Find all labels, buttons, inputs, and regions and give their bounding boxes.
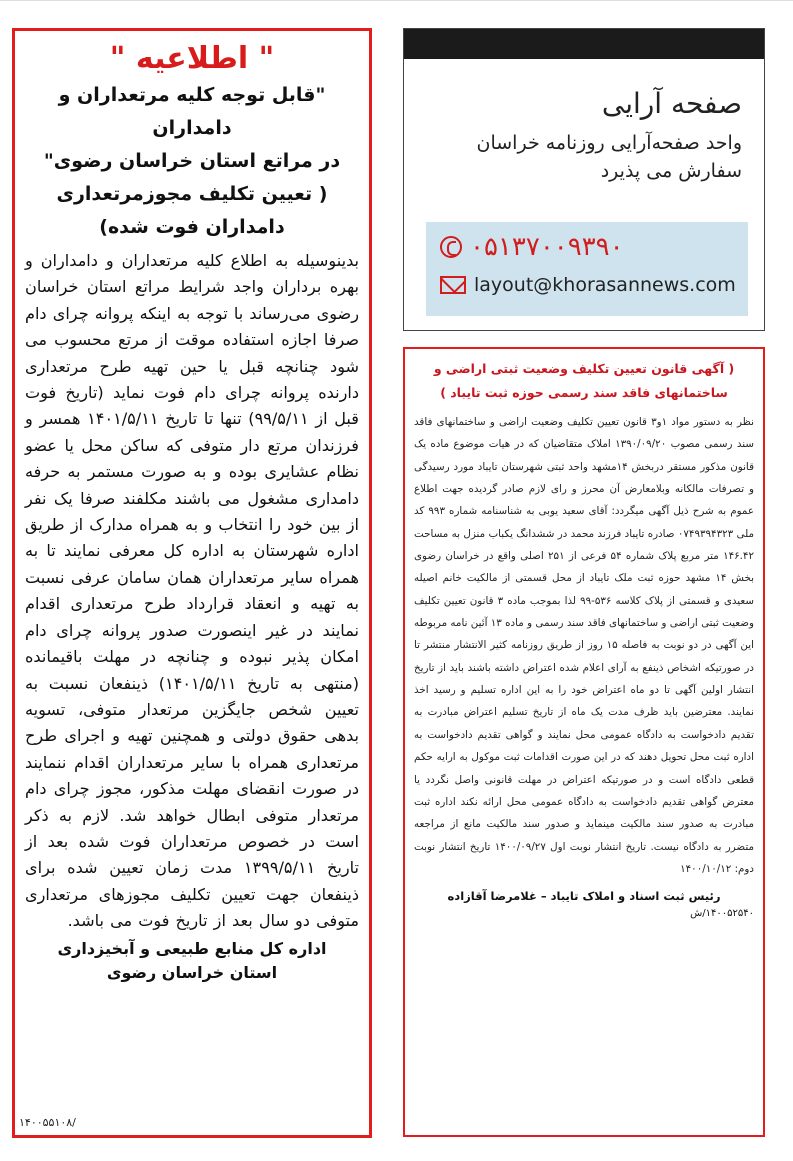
announcement-signature xyxy=(25,937,359,985)
notice-body: نظر به دستور مواد ۱و۳ قانون تعیین تکلیف وضعیت اراضی و ساختمانهای فاقد سند رسمی مصوب ۱۳۹۰/۰۹/۲۰ املاک متقاضیان که در هیات موضوع ماده یک قانون مذکور مستقر دربخش ۱۴مشهد واحد ثبتی شهرستان تایباد مورد رسیدگی و تصرفات مالکانه وبلامعارض آن محرز و رای لازم صادر گردیده جهت اطلاع عموم به شرح ذیل آگهی میگردد: آقای سعید یوبی به شناسنامه شماره ۹۹۳ کد ملی ۰۷۴۹۳۹۴۳۲۳ صادره تایباد فرزند محمد در ششدانگ یکباب منزل به مساحت ۱۴۶.۴۲ متر مربع پلاک شماره ۵۴ فرعی از ۲۵۱ اصلی واقع در خراسان رضوی بخش ۱۴ مشهد حوزه ثبت ملک تایباد از محل قسمتی از مالکیت خانم اصیله سعیدی و قسمتی از پلاک کلاسه ۵۳۶-۹۹ لذا بموجب ماده ۳ قانون تعیین تکلیف وضعیت ثبتی اراضی و ساختمانهای فاقد سند رسمی و ماده ۱۳ آئین نامه مربوطه این آگهی در دو نوبت به فاصله ۱۵ روز از طریق روزنامه کثیر الانتشار منتشر تا در صورتیکه اشخاص ذینفع به آرای اعلام شده اعتراض داشته باشند باید از تاریخ انتشار اولین آگهی تا دو ماه اعتراض خود را به این اداره تسلیم و رسید اخذ نمایند. معترضین باید ظرف مدت یک ماه از تاریخ تسلیم اعتراض مبادرت به تقدیم دادخواست به دادگاه عمومی محل نمایند و گواهی تقدیم دادخواست به اداره ثبت محل تحویل دهند که در این صورت اقدامات ثبت موکول به ارایه حکم قطعی دادگاه است و در صورتیکه اعتراض در مهلت قانونی واصل نگردد یا معترض گواهی تقدیم دادخواست به دادگاه عمومی محل ارائه نکند اداره ثبت مبادرت به صدور سند مالکیت مینماید و صدور سند مالکیت مانع از مراجعه متضرر به دادگاه نیست. تاریخ انتشار نوبت اول ۱۴۰۰/۰۹/۲۷ تاریخ انتشار نوبت دوم: ۱۴۰۰/۱۰/۱۲ xyxy=(414,416,755,875)
announcement-code: ۱۴۰۰۵۵۱۰۸/ xyxy=(19,1116,76,1129)
service-description xyxy=(404,121,764,185)
announcement-headline xyxy=(25,79,359,244)
top-rule xyxy=(0,0,793,1)
email-address[interactable]: layout@khorasannews.com xyxy=(474,274,736,296)
notice-headline xyxy=(414,357,754,405)
phone-row xyxy=(440,232,624,262)
land-registration-notice xyxy=(403,347,765,1137)
mail-icon xyxy=(440,276,466,294)
email-row xyxy=(440,274,736,296)
announcement-body: بدینوسیله به اطلاع کلیه مرتعداران و دامداران و بهره برداران واجد شرایط مراتع استان خراسان رضوی می‌رساند با توجه به اینکه پروانه چرای دام صرفا اجازه استفاده موقت از مرتع محسوب می شود چنانچه قبل یا حین تهیه طرح مرتعداری دارنده پروانه چرای دام فوت نماید (تاریخ فوت قبل از ۹۹/۵/۱۱) تنها تا تاریخ ۱۴۰۱/۵/۱۱ همسر و فرزندان مرتع دار متوفی که ساکن محل یا عضو نظام عشایری بوده و به صورت مستمر به حرفه دامداری مشغول می باشند مکلفند صرفا یک نفر از بین خود را انتخاب و به همراه مدارک از طریق اداره شهرستان به اداره کل معرفی نمایند تا به همراه سایر مرتعداران همان سامان عرفی نسبت به تهیه و انعقاد قرارداد طرح مرتعداری اقدام نمایند در غیر اینصورت صدور پروانه چرای دام امکان پذیر نبوده و چنانچه در مهلت باقیمانده (منتهی به تاریخ ۱۴۰۱/۵/۱۱) ذینفعان نسبت به تعیین شخص جایگزین مرتعدار متوفی، تسویه بدهی حقوق دولتی و همچنین تهیه و اجرای طرح مرتعداری همراه با سایر مرتعداران اقدام ننمایند در صورت انقضای مهلت مذکور، مجوز چرای دام مرتعدار متوفی ابطال خواهد شد. لازم به ذکر است در خصوص مرتعداران فوت شده بعد از تاریخ ۱۳۹۹/۵/۱۱ مدت زمان تعیین شده برای ذینفعان جهت تعیین تکلیف مجوزهای مرتعداری متوفی دو سال بعد از تاریخ فوت می باشد. xyxy=(25,251,360,931)
notice-signature: رئیس ثبت اسناد و املاک تایباد – غلامرضا آقازاده xyxy=(447,889,721,904)
headline-line: دامداران فوت شده) xyxy=(99,216,285,238)
signature-line: اداره کل منابع طبیعی و آبخیزداری xyxy=(57,938,327,958)
notice-headline-line: ساختمانهای فاقد سند رسمی حوزه ثبت تایباد ) xyxy=(440,385,728,400)
service-title: صفحه آرایی xyxy=(601,87,742,120)
service-header-bar xyxy=(404,29,764,59)
signature-line: استان خراسان رضوی xyxy=(106,962,278,982)
phone-icon xyxy=(440,236,462,258)
headline-line: در مراتع استان خراسان رضوی" xyxy=(43,150,341,172)
contact-box xyxy=(426,222,748,316)
grazing-permit-announcement xyxy=(12,28,372,1138)
layout-service-ad xyxy=(403,28,765,331)
headline-line: ( تعیین تکلیف مجوزمرتعداری xyxy=(56,183,328,205)
description-line: سفارش می پذیرد xyxy=(600,160,742,182)
notice-headline-line: ( آگهی قانون تعیین تکلیف وضعیت ثبتی اراضی و xyxy=(433,361,735,376)
notice-code: ۱۴۰۰۵۲۵۴۰/ش xyxy=(690,908,754,920)
phone-number[interactable]: ۰۵۱۳۷۰۰۹۳۹۰ xyxy=(470,232,624,262)
announcement-title: " اطلاعیه " xyxy=(109,41,275,76)
description-line: واحد صفحه‌آرایی روزنامه خراسان xyxy=(476,132,742,154)
headline-line: "قابل توجه کلیه مرتعداران و دامداران xyxy=(58,84,326,139)
